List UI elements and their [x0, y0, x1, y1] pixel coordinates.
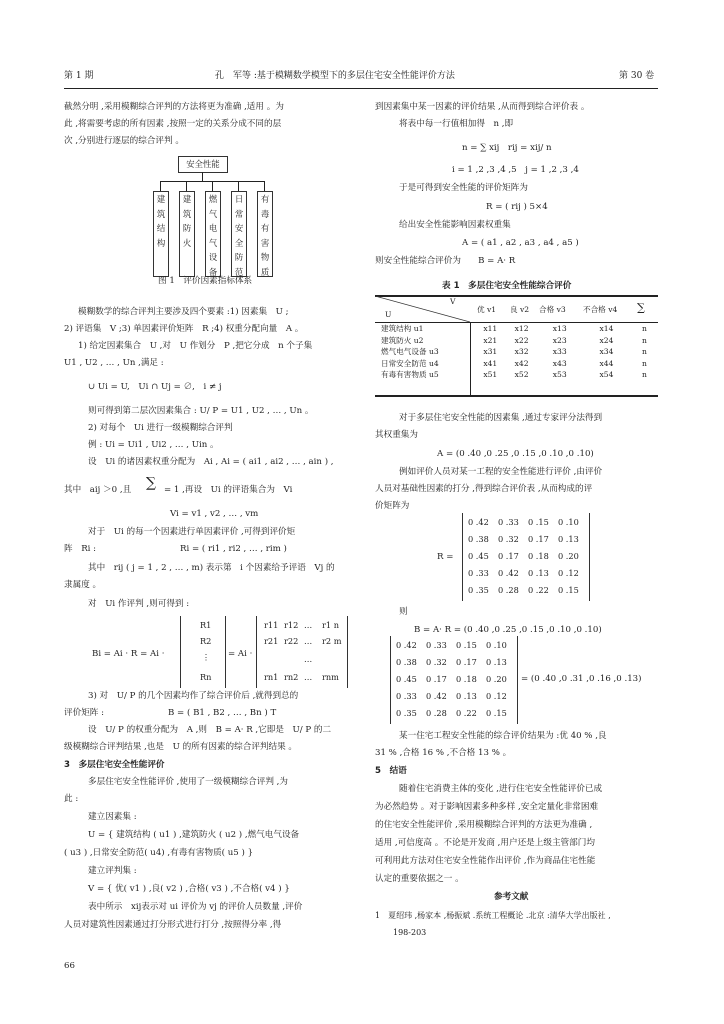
matrix-R-repeat-cell: 0 .22 [456, 708, 477, 718]
paragraph-line: 将表中每一行值相加得 n ,即 [399, 119, 514, 129]
table-cell: x42 [514, 358, 529, 368]
figure-box-fire: 建筑防火 [179, 191, 195, 277]
matrix-R-cell: 0 .32 [498, 534, 519, 544]
matrix-R-repeat-cell: 0 .38 [396, 657, 417, 667]
figure-connector [212, 181, 213, 191]
equation-Ri: Ri = ( ri1 , ri2 , … , rim ) [180, 544, 287, 554]
paragraph-line: 人员对建筑性因素通过打分形式进行打分 ,按照得分率 ,得 [64, 920, 282, 930]
paragraph-line: 随着住宅消费主体的变化 ,进行住宅安全性能评价已成 [399, 784, 603, 794]
figure-connector [186, 181, 187, 191]
table-header-cell: 合格 v3 [539, 305, 566, 314]
matrix-R-repeat-cell: 0 .32 [426, 657, 447, 667]
paragraph-line: U = { 建筑结构 ( u1 ) ,建筑防火 ( u2 ) ,燃气电气设备 [88, 830, 300, 840]
matrix-R-cell: 0 .15 [558, 585, 579, 595]
table-row-label: 燃气电气设备 u3 [381, 347, 439, 357]
matrix-R-repeat-cell: 0 .17 [426, 674, 447, 684]
paragraph-line: 到因素集中某一因素的评价结果 ,从而得到综合评价表 。 [375, 102, 590, 112]
matrix-R-repeat-cell: 0 .13 [486, 657, 507, 667]
matrix-R-cell: 0 .35 [468, 585, 489, 595]
table-corner-u: U [385, 310, 392, 319]
paragraph-line: 隶属度 。 [64, 580, 102, 590]
paragraph-line: 此 ,将需要考虑的所有因素 ,按照一定的关系分成不同的层 [64, 119, 282, 129]
paragraph-line: V = { 优( v1 ) ,良( v2 ) ,合格( v3 ) ,不合格( v4 ) } [88, 884, 290, 894]
equation-index: i = 1 ,2 ,3 ,4 ,5 j = 1 ,2 ,3 ,4 [452, 165, 579, 175]
equation-A-values: A = (0 .40 ,0 .25 ,0 .15 ,0 .10 ,0 .10) [437, 449, 594, 459]
header-rule [64, 88, 658, 89]
table-cell: x32 [514, 347, 529, 357]
paragraph-line: = 1 ,再设 Ui 的评语集合为 Vi [164, 485, 293, 495]
equation-Bi-lhs: Bi = Ai · R = Ai · [92, 649, 165, 659]
then-label: 则 [399, 607, 408, 617]
table-cell: x12 [514, 324, 529, 334]
sum-symbol: ∑ [146, 475, 156, 491]
figure-connector [264, 181, 265, 191]
paragraph-line: 的住宅安全性能评价 ,采用模糊综合评判的方法更为准确 , [375, 820, 593, 830]
table-cell: n [641, 370, 647, 380]
figure-connector [202, 172, 203, 181]
table-header-cell: 优 v1 [477, 305, 497, 314]
equation-n: n = ∑ xij rij = xij/ n [462, 143, 552, 153]
table-cell: x54 [599, 370, 614, 380]
table-row-label: 建筑防火 u2 [381, 335, 424, 345]
paragraph-line: 多层住宅安全性能评价 ,使用了一级模糊综合评判 ,为 [88, 777, 288, 787]
paragraph-line: 设 U/ P 的权重分配为 A ,则 B = A· R ,它即是 U/ P 的二 [88, 725, 332, 735]
table-cell: n [641, 358, 647, 368]
matrix-R-repeat-cell: 0 .12 [486, 691, 507, 701]
table-header-cell: 良 v2 [510, 305, 530, 314]
equation-R: R = ( rij ) 5×4 [486, 202, 548, 212]
figure-box-structure: 建筑结构 [153, 191, 169, 277]
paragraph-line: 3) 对 U/ P 的几个因素均作了综合评价后 ,就得到总的 [88, 691, 299, 701]
paragraph-line: 给出安全性能影响因素权重集 [399, 220, 511, 230]
paragraph-line: 例如评价人员对某一工程的安全性能进行评价 ,由评价 [399, 467, 603, 477]
table-cell: x53 [552, 370, 567, 380]
header-volume: 第 30 卷 [619, 71, 655, 81]
matrix-R-cell: 0 .42 [498, 568, 519, 578]
table-cell: x31 [483, 347, 498, 357]
equation-B: B = ( B1 , B2 , … , Bn ) T [168, 708, 277, 718]
page-number: 66 [64, 961, 75, 971]
matrix-R-repeat-cell: 0 .45 [396, 674, 417, 684]
table-cell: x44 [599, 358, 614, 368]
paragraph-line: 对于 Ui 的每一个因素进行单因素评价 ,可得到评价矩 [88, 527, 296, 537]
paragraph-line: 设 Ui 的诸因素权重分配为 Ai , Ai = ( ai1 , ai2 , … , ain ) , [88, 457, 334, 467]
matrix-R-cell: 0 .13 [528, 568, 549, 578]
paragraph-line: 其中 rij ( j = 1 , 2 , … , m) 表示第 i 个因素给予评语 Vj 的 [88, 563, 335, 573]
table-cell: x52 [514, 370, 529, 380]
paragraph-line: 价矩阵为 [375, 501, 410, 511]
paragraph-line: 则可得到第二层次因素集合 : U/ P = U1 , U2 , … , Un 。 [88, 406, 314, 416]
table-cell: n [641, 347, 647, 357]
table-row-label: 建筑结构 u1 [381, 324, 424, 334]
matrix-R-cell: 0 .33 [498, 517, 519, 527]
paragraph-line: Vi = v1 , v2 , … , vm [170, 509, 259, 519]
matrix-R-repeat-cell: 0 .33 [396, 691, 417, 701]
paragraph-line: 人员对基础性因素的打分 ,得到综合评价表 ,从而构成的评 [375, 484, 593, 494]
matrix-R-repeat-cell: 0 .15 [486, 708, 507, 718]
paragraph-line: 例 : Ui = Ui1 , Ui2 , … , Uin 。 [88, 440, 219, 450]
paragraph-line: 建立因素集 : [88, 812, 137, 822]
paragraph-line: 其权重集为 [375, 430, 418, 440]
table-cell: x24 [599, 335, 614, 345]
figure-box-toxic: 有毒有害物质 [257, 191, 273, 277]
paragraph-line: 对 Ui 作评判 ,则可得到 : [88, 599, 190, 609]
table-row [375, 358, 658, 370]
figure-connector [238, 181, 239, 191]
table-cell: x51 [483, 370, 498, 380]
paragraph-line: 对于多层住宅安全性能的因素集 ,通过专家评分法得到 [399, 413, 603, 423]
figure-top-box: 安全性能 [178, 156, 228, 173]
paragraph-line: 此 : [64, 794, 79, 804]
matrix-R-repeat-cell: 0 .15 [456, 640, 477, 650]
equation-A: A = ( a1 , a2 , a3 , a4 , a5 ) [462, 238, 579, 248]
table-body [375, 323, 658, 381]
paragraph-line: 截然分明 ,采用模糊综合评判的方法将更为准确 ,适用 。为 [64, 102, 284, 112]
table-corner-diagonal [375, 296, 470, 322]
matrix-R-cell: 0 .18 [528, 551, 549, 561]
matrix-R-repeat-cell: 0 .35 [396, 708, 417, 718]
references-title: 参考文献 [494, 892, 529, 902]
paragraph-line: 2) 对每个 Ui 进行一级模糊综合评判 [88, 423, 233, 433]
table-row-label: 有毒有害物质 u5 [381, 370, 439, 380]
paragraph-line: 某一住宅工程安全性能的综合评价结果为 :优 40 % ,良 [399, 731, 607, 741]
equation-union: ∪ Ui = U, Ui ∩ Uj = ∅, i ≠ j [88, 382, 222, 392]
table-cell: x34 [599, 347, 614, 357]
table-cell: x43 [552, 358, 567, 368]
figure-box-daily-safety: 日常安全防范 [231, 191, 247, 277]
table-corner-v: V [450, 297, 456, 306]
table-cell: n [641, 335, 647, 345]
table-cell: n [641, 324, 647, 334]
table-bottom-rule [375, 395, 658, 397]
matrix-R-repeat-cell: 0 .33 [426, 640, 447, 650]
paragraph-line: 2) 评语集 V ;3) 单因素评价矩阵 R ;4) 权重分配向量 A 。 [64, 324, 304, 334]
matrix-R-repeat-cell: 0 .42 [426, 691, 447, 701]
matrix-R-cell: 0 .28 [498, 585, 519, 595]
table-row [375, 335, 658, 347]
matrix-R-repeat-cell: 0 .10 [486, 640, 507, 650]
paragraph-line: 阵 Ri : [64, 544, 97, 554]
matrix-R-repeat-cell: 0 .17 [456, 657, 477, 667]
table-cell: x41 [483, 358, 498, 368]
paragraph-line: 次 ,分别进行逐层的综合评判 。 [64, 136, 184, 146]
table-cell: x11 [483, 324, 498, 334]
figure-caption: 图 1 评价因素指标体系 [158, 276, 253, 286]
paragraph-line: 级模糊综合评判结果 ,也是 U 的所有因素的综合评判结果 。 [64, 742, 298, 752]
header-title: 孔 军等 :基于模糊数学模型下的多层住宅安全性能评价方法 [215, 71, 455, 81]
paragraph-line: 其中 aij ＞0 ,且 [64, 485, 132, 495]
matrix-R-cell: 0 .17 [498, 551, 519, 561]
matrix-R-cell: 0 .22 [528, 585, 549, 595]
table-cell: x23 [552, 335, 567, 345]
paragraph-line: 则安全性能综合评价为 B = A· R [375, 256, 516, 266]
table-cell: x22 [514, 335, 529, 345]
paragraph-line: 评价矩阵 : [64, 708, 105, 718]
paragraph-line: 模糊数学的综合评判主要涉及四个要素 :1) 因素集 U ; [78, 307, 289, 317]
table-cell: x21 [483, 335, 498, 345]
paragraph-line: 31 % ,合格 16 % ,不合格 13 % 。 [375, 748, 512, 758]
matrix-R-cell: 0 .20 [558, 551, 579, 561]
table-row [375, 346, 658, 358]
table-row-label: 日常安全防范 u4 [381, 358, 439, 368]
equals-sign: = Ai · [228, 649, 253, 659]
table-header [375, 296, 658, 322]
matrix-R-cell: 0 .15 [528, 517, 549, 527]
paragraph-line: 认定的重要依据之一 。 [375, 874, 464, 884]
section-heading-5: 5 结语 [375, 766, 407, 776]
equation-B-result: = (0 .40 ,0 .31 ,0 .16 ,0 .13) [521, 674, 642, 684]
table-cell: x13 [552, 324, 567, 334]
matrix-R-label: R = [437, 552, 454, 562]
table-caption: 表 1 多层住宅安全性能综合评价 [442, 281, 572, 291]
figure-box-gas-electric: 燃气电气设备 [205, 191, 221, 277]
matrix-R-cell: 0 .13 [558, 534, 579, 544]
paragraph-line: 于是可得到安全性能的评价矩阵为 [399, 183, 528, 193]
matrix-R-cell: 0 .33 [468, 568, 489, 578]
table-header-cell: ∑ [637, 301, 645, 314]
table-row [375, 369, 658, 381]
matrix-R-cell: 0 .10 [558, 517, 579, 527]
matrix-R-repeat-cell: 0 .28 [426, 708, 447, 718]
reference-item: 1 夏绍玮 ,杨家本 ,杨振斌 .系统工程概论 .北京 :清华大学出版社 , [375, 911, 611, 920]
section-heading-3: 3 多层住宅安全性能评价 [64, 760, 165, 770]
table-header-cell: 不合格 v4 [583, 305, 618, 314]
paragraph-line: 可利用此方法对住宅安全性能作出评价 ,作为商品住宅性能 [375, 856, 596, 866]
matrix-R-repeat-cell: 0 .20 [486, 674, 507, 684]
matrix-R-repeat-cell: 0 .13 [456, 691, 477, 701]
paragraph-line: 建立评判集 : [88, 866, 137, 876]
table-cell: x33 [552, 347, 567, 357]
paragraph-line: ( u3 ) ,日常安全防范( u4) ,有毒有害物质( u5 ) } [64, 848, 254, 858]
matrix-R-cell: 0 .12 [558, 568, 579, 578]
matrix-R-cell: 0 .17 [528, 534, 549, 544]
paragraph-line: 1) 给定因素集合 U ,对 U 作划分 P ,把它分成 n 个子集 [78, 341, 313, 351]
matrix-R-cell: 0 .45 [468, 551, 489, 561]
table-row [375, 323, 658, 335]
paragraph-line: U1 , U2 , … , Un ,满足 : [64, 358, 164, 368]
paragraph-line: 表中所示 xij表示对 ui 评价为 vj 的评价人员数量 ,评价 [88, 902, 303, 912]
paragraph-line: 为必然趋势 。对于影响因素多种多样 ,安全定量化非常困难 [375, 802, 599, 812]
figure-connector [160, 181, 161, 191]
matrix-R-repeat-cell: 0 .18 [456, 674, 477, 684]
equation-B-AR: B = A· R = (0 .40 ,0 .25 ,0 .15 ,0 .10 ,0 .10) [414, 625, 602, 635]
reference-item-pages: 198-203 [393, 928, 427, 937]
table-cell: x14 [599, 324, 614, 334]
matrix-R-repeat-cell: 0 .42 [396, 640, 417, 650]
matrix-R-cell: 0 .42 [468, 517, 489, 527]
header-issue: 第 1 期 [64, 71, 94, 81]
matrix-R-cell: 0 .38 [468, 534, 489, 544]
paragraph-line: 适用 ,可信度高 。不论是开发商 ,用户还是上级主管部门均 [375, 838, 595, 848]
